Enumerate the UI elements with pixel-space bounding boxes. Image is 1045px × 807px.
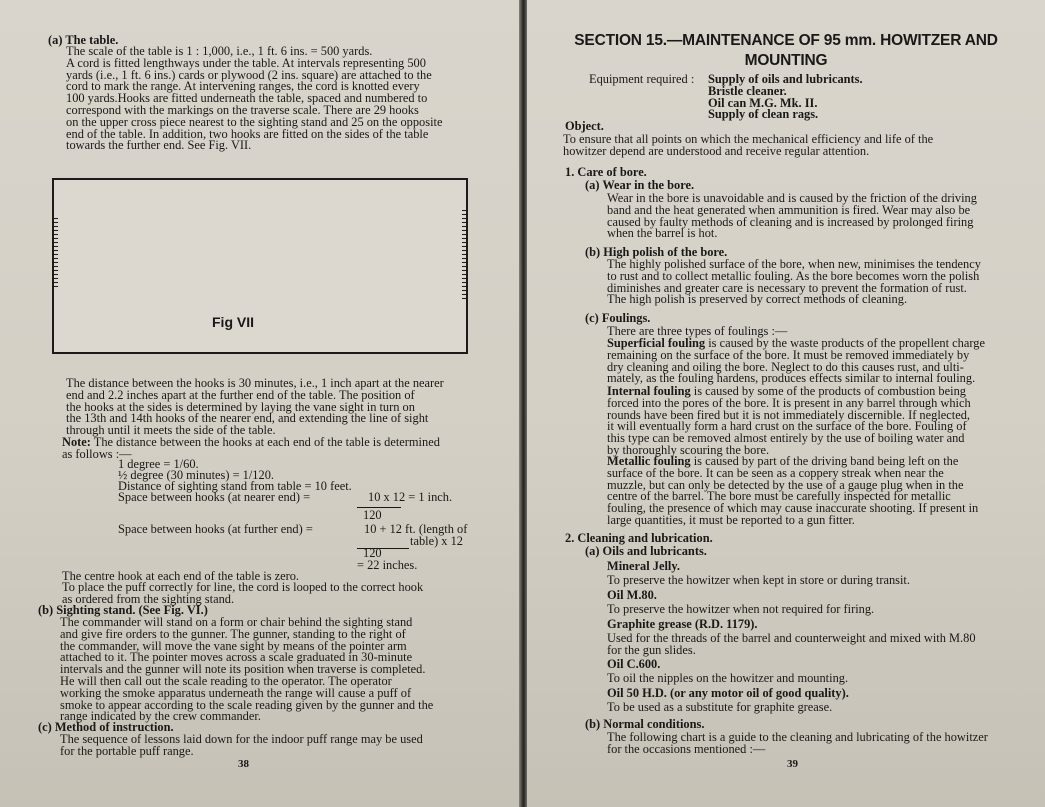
internal-fouling-label: Internal fouling	[607, 384, 691, 398]
object-body: To ensure that all points on which the mechanical efficiency and life of the howitzer depend are understood and receive regular attention.	[563, 132, 934, 158]
section-a-body: The scale of the table is 1 : 1,000, i.e., 1 ft. 6 ins. = 500 yards. A cord is fitted lengthways under the table. At intervals representing 500 yards (i.e., 1 ft. 6 ins.) cards or plywood (2 ins. square) are attached to the cord to mark the range. At intervening ranges, the cord is knotted every 100 yards.Hooks are fitted underneath the table, spaced and numbered to correspond with the markings on the traverse scale. There are 29 hooks on the upper cross piece nearest to the sighting stand and 25 on the opposite end of the table. In addition, two hooks are fitted on the sides of the table towards the further end. See Fig. VII.	[66, 44, 443, 153]
page-number-left: 38	[238, 758, 249, 770]
object-heading: Object.	[565, 119, 604, 133]
metallic-fouling-label: Metallic fouling	[607, 454, 691, 468]
section-c-body: The sequence of lessons laid down for the indoor puff range may be used for the portable puff range.	[60, 732, 423, 758]
calc-line-5a: Space between hooks (at further end) =	[118, 522, 313, 536]
foulings-intro: There are three types of foulings :—	[607, 324, 788, 338]
figure-vii	[52, 178, 468, 354]
section-a-heading: (a) The table.	[48, 33, 119, 47]
calc-line-4b: 10 x 12 = 1 inch.	[368, 490, 453, 504]
calc-line-4c: 120	[363, 508, 382, 522]
section-1a-heading: (a) Wear in the bore.	[585, 178, 695, 192]
section-1c-heading: (c) Foulings.	[585, 311, 651, 325]
puff-paragraph: To place the puff correctly for line, the cord is looped to the correct hook as ordered from the sighting stand.	[62, 580, 424, 606]
calc-line-5d: 120	[363, 546, 382, 560]
graphite-grease-body: Used for the threads of the barrel and counterweight and mixed with M.80 for the gun slides.	[607, 631, 976, 657]
hook-distance-paragraph: The distance between the hooks is 30 minutes, i.e., 1 inch apart at the nearer end and 2.2 inches apart at the further end of the table. The position of the hooks at the sides is determined by laying the vane sight in turn on the 13th and 14th hooks of the nearer end, and extending the line of sight through until it meets the side of the table.	[66, 376, 444, 438]
internal-fouling-body: is caused by some of the products of combustion being forced into the pores of the bore. It is present in any barrel through which rounds have been fired but it is not immediately discernible. If neglected, it will eventually form a hard crust on the surface of the bore. Fouling of this type can be removed almost entirely by the use of boiling water and by thoroughly scouring the bore.	[607, 384, 971, 457]
oil-50hd-label: Oil 50 H.D. (or any motor oil of good quality).	[607, 686, 849, 700]
section-title-line-2: MOUNTING	[744, 52, 828, 69]
oil-m80-label: Oil M.80.	[607, 588, 657, 602]
section-1b-body: The highly polished surface of the bore, when new, minimises the tendency to rust and to collect metallic fouling. As the bore becomes worn the polish diminishes and greater care is necessary to prevent the formation of rust. The high polish is preserved by correct methods of cleaning.	[607, 257, 981, 307]
calc-line-5e: = 22 inches.	[357, 558, 418, 572]
section-title-line-1: SECTION 15.—MAINTENANCE OF 95 mm. HOWITZER AND	[574, 32, 998, 49]
oil-c600-label: Oil C.600.	[607, 657, 661, 671]
section-2-heading: 2. Cleaning and lubrication.	[565, 531, 713, 545]
section-1a-body: Wear in the bore is unavoidable and is caused by the friction of the driving band and the heat generated when ammunition is fired. Wear may also be caused by faulty methods of cleaning and is increased by prolonged firing when the barrel is hot.	[607, 191, 977, 241]
left-page	[0, 0, 521, 807]
calc-line-1: 1 degree = 1/60.	[118, 457, 199, 471]
superficial-fouling-paragraph	[607, 338, 985, 385]
mineral-jelly-body: To preserve the howitzer when kept in store or during transit.	[607, 573, 910, 587]
oil-c600-body: To oil the nipples on the howitzer and mounting.	[607, 671, 849, 685]
calc-line-5c: table) x 12	[410, 534, 463, 548]
section-1-heading: 1. Care of bore.	[565, 165, 647, 179]
centre-hook-paragraph: The centre hook at each end of the table is zero.	[62, 569, 300, 583]
equipment-label: Equipment required :	[589, 72, 695, 86]
calc-line-5b: 10 + 12 ft. (length of	[364, 522, 468, 536]
note-label: Note:	[62, 435, 91, 449]
section-b-body: The commander will stand on a form or chair behind the sighting stand and give fire orders to the gunner. The gunner, standing to the right of the commander, will move the vane sight by means of the pointer arm attached to it. The pointer moves across a scale graduated in 30-minute intervals and the gunner will note its position when traverse is completed. He will then call out the scale reading to the operator. The operator working the smoke apparatus underneath the range will cause a puff of smoke to appear according to the scale reading given by the gunner and the range indicated by the crew commander.	[60, 615, 434, 724]
section-b-heading: (b) Sighting stand. (See Fig. VI.)	[38, 603, 208, 617]
section-2b-body: The following chart is a guide to the cleaning and lubricating of the howitzer for the occasions mentioned :—	[607, 730, 988, 756]
metallic-fouling-paragraph	[607, 456, 978, 527]
mineral-jelly-label: Mineral Jelly.	[607, 559, 680, 573]
figure-right-ticks	[462, 210, 468, 302]
calc-line-3: Distance of sighting stand from table = 10 feet.	[118, 479, 352, 493]
graphite-grease-label: Graphite grease (R.D. 1179).	[607, 617, 758, 631]
figure-left-ticks	[52, 218, 58, 290]
internal-fouling-paragraph	[607, 386, 971, 457]
page-number-right: 39	[787, 758, 798, 770]
metallic-fouling-body: is caused by part of the driving band being left on the surface of the bore. It can be seen as a coppery streak when near the muzzle, but can only be detected by the use of a gauge plug when in the centre of the barrel. The bore must be carefully inspected for metallic fouling, the presence of which may cause inaccurate shooting. If present in large quantities, it must be reported to a gun fitter.	[607, 454, 979, 527]
section-c-heading: (c) Method of instruction.	[38, 720, 174, 734]
calc-line-4a: Space between hooks (at nearer end) =	[118, 490, 311, 504]
section-1b-heading: (b) High polish of the bore.	[585, 245, 728, 259]
oil-50hd-body: To be used as a substitute for graphite grease.	[607, 700, 833, 714]
oil-m80-body: To preserve the howitzer when not required for firing.	[607, 602, 875, 616]
right-page	[527, 0, 1045, 807]
equipment-list: Supply of oils and lubricants. Bristle cleaner. Oil can M.G. Mk. II. Supply of clean rags.	[708, 72, 863, 122]
section-2a-heading: (a) Oils and lubricants.	[585, 544, 707, 558]
note-body: The distance between the hooks at each end of the table is determined as follows :—	[62, 435, 440, 461]
superficial-fouling-body: is caused by the waste products of the propellent charge remaining on the surface of the bore. It must be removed immediately by dry cleaning and oiling the bore. Neglect to do this causes rust, and ulti- mately, as the fouling hardens, produces effects similar to internal fouling.	[607, 336, 985, 386]
section-2b-heading: (b) Normal conditions.	[585, 717, 705, 731]
calc-line-2: ½ degree (30 minutes) = 1/120.	[118, 468, 274, 482]
figure-label: Fig VII	[212, 314, 254, 330]
superficial-fouling-label: Superficial fouling	[607, 336, 706, 350]
